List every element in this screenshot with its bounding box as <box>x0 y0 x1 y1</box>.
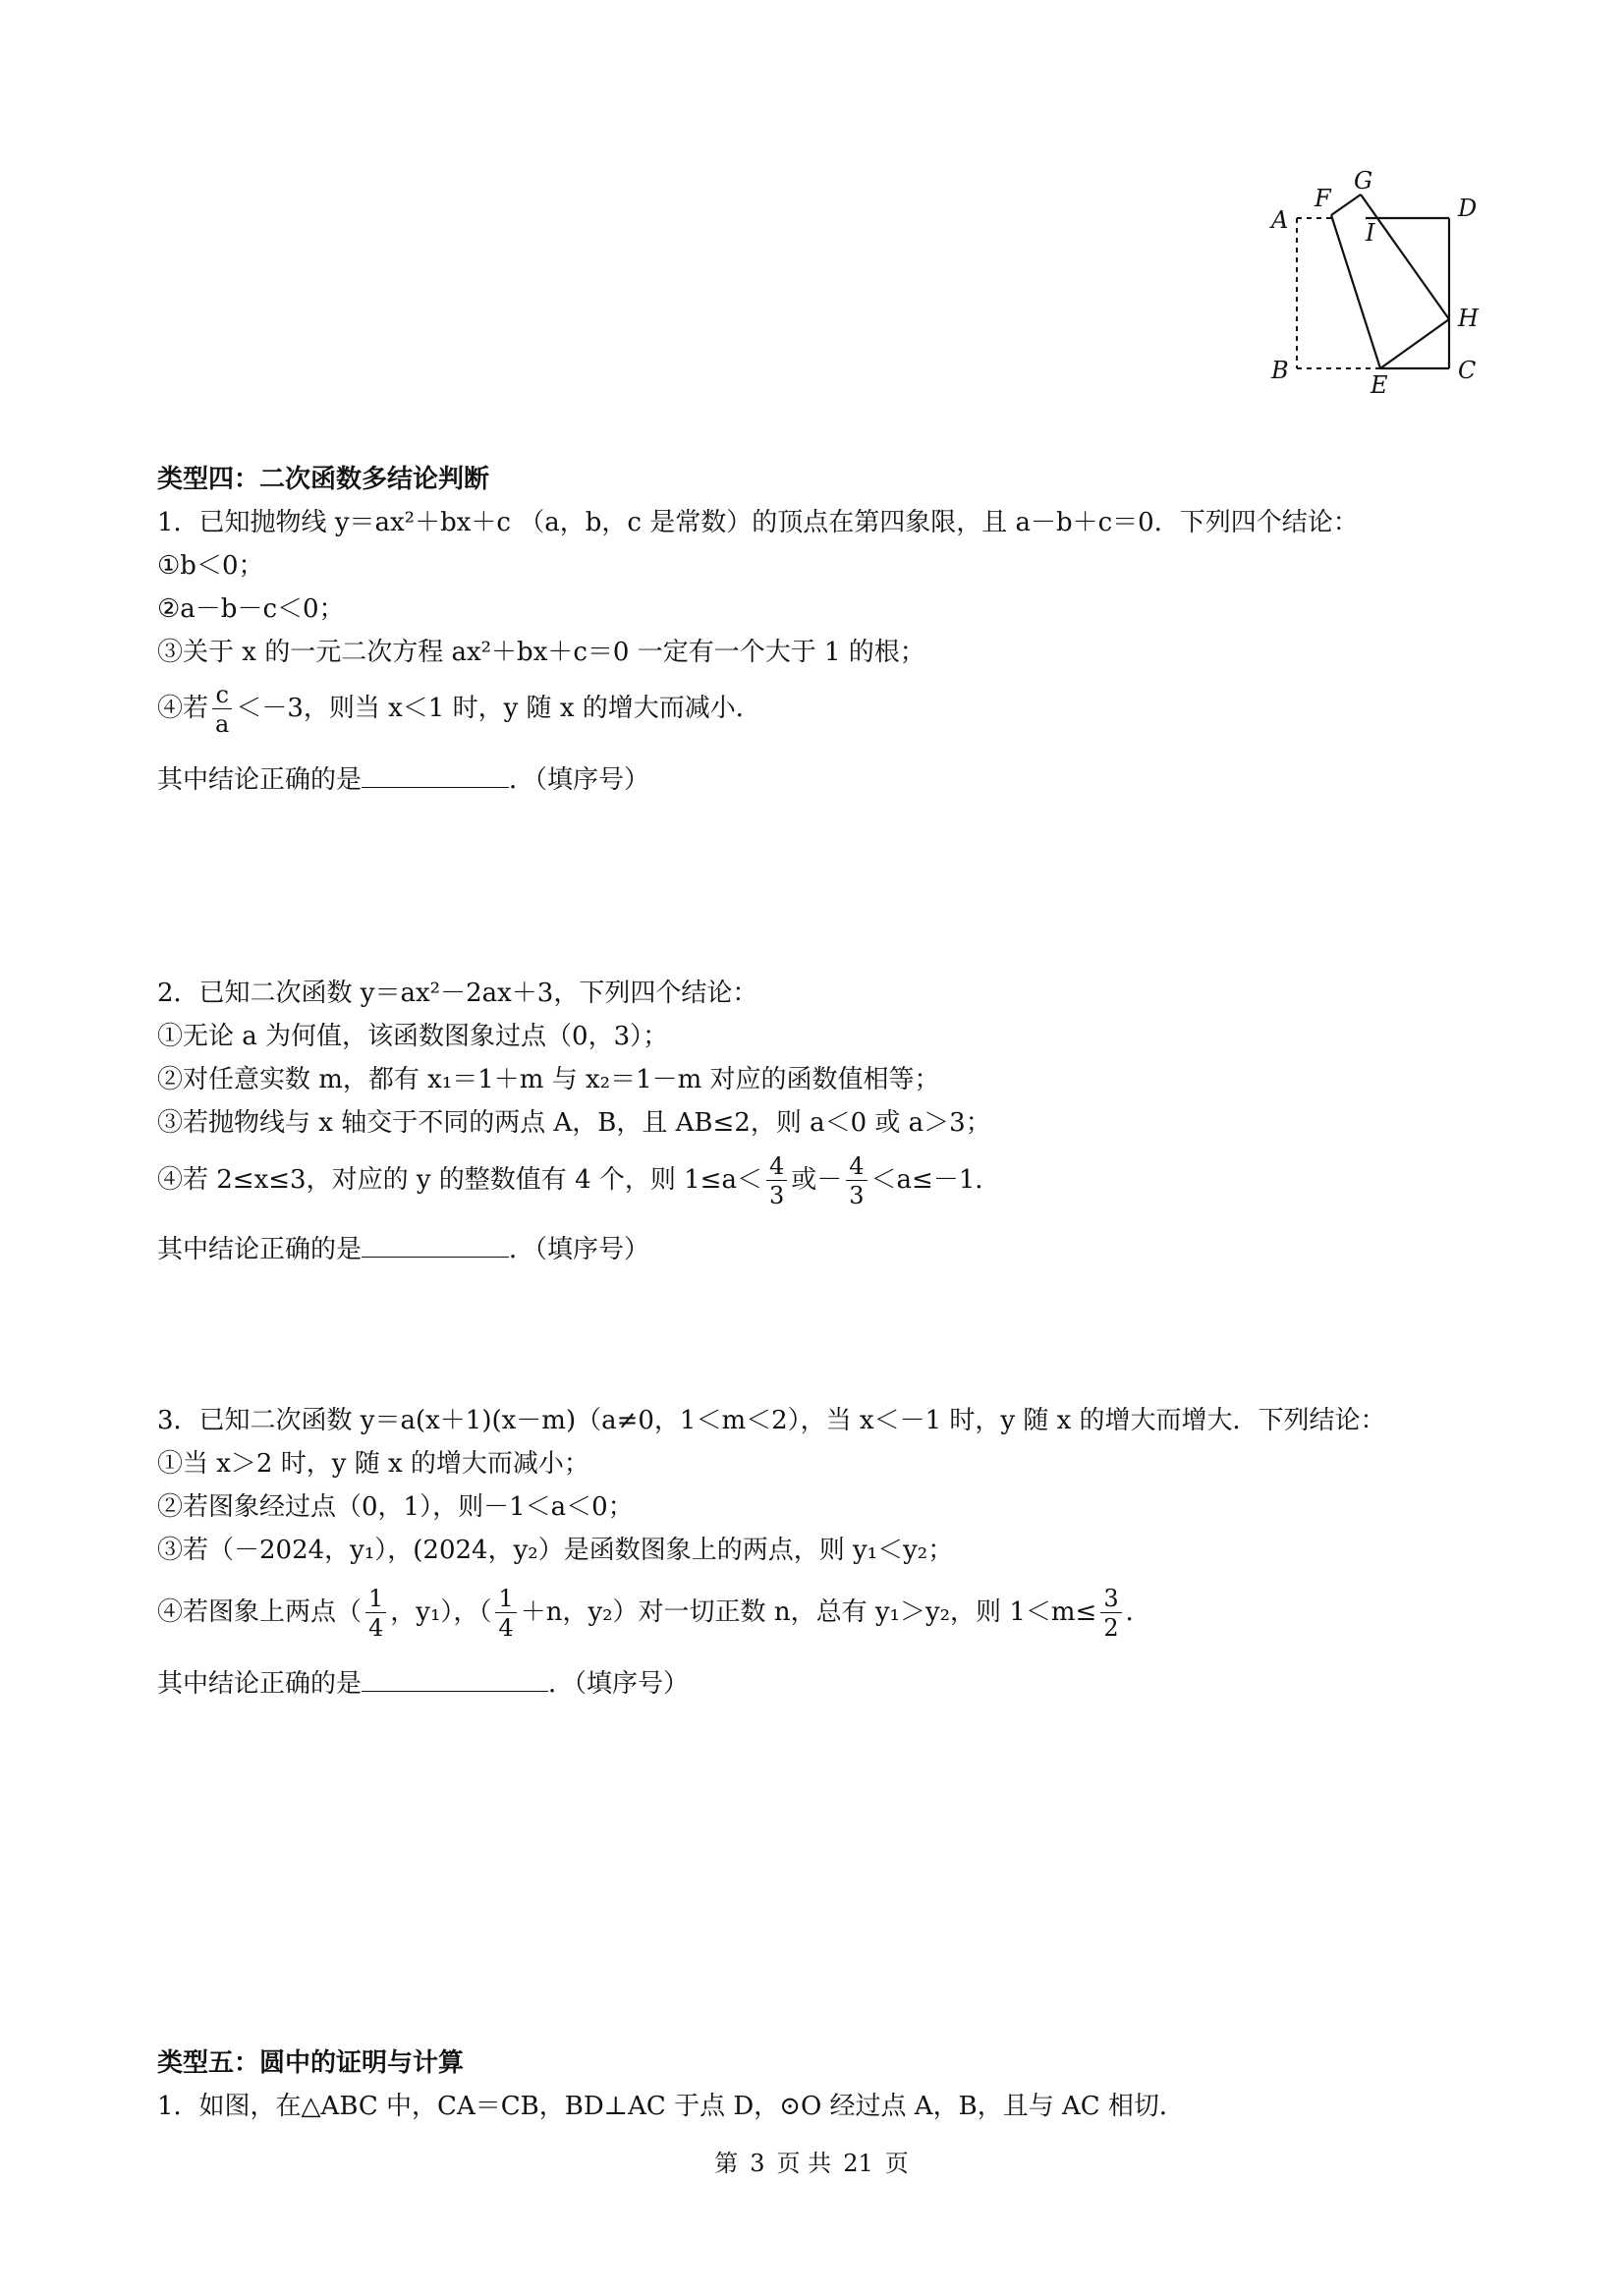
q3-answer-suffix: ．（填序号） <box>548 1669 690 1699</box>
section-4-heading: 类型四：二次函数多结论判断 <box>157 465 490 494</box>
page-footer <box>0 2144 1623 2178</box>
edge-eh <box>1380 319 1449 368</box>
q3-c4-fraction-3 <box>1100 1587 1121 1640</box>
q2-answer-suffix: ．（填序号） <box>509 1235 650 1264</box>
q1-c4-fraction <box>212 683 232 736</box>
q3-c4-denominator-1: 4 <box>368 1614 384 1642</box>
q3-c4-numerator-1: 1 <box>365 1587 386 1613</box>
q2-c4-fraction-2 <box>846 1154 867 1207</box>
label-d: D <box>1458 195 1478 222</box>
q1-c4-numerator: c <box>212 683 232 709</box>
q2-c4-fraction-1 <box>766 1154 787 1207</box>
q3-c4-fraction-2 <box>495 1587 516 1640</box>
q3-conclusion-4 <box>157 1587 1151 1640</box>
q2-conclusion-3: ③若抛物线与 x 轴交于不同的两点 A，B，且 AB≤2，则 a＜0 或 a＞3； <box>157 1108 991 1138</box>
q3-c4-mid-1: ，y₁），（ <box>390 1597 492 1627</box>
q3-c4-denominator-2: 4 <box>498 1614 514 1642</box>
q2-conclusion-2: ②对任意实数 m，都有 x₁＝1＋m 与 x₂＝1－m 对应的函数值相等； <box>157 1065 940 1094</box>
q2-c4-post: ＜a≤－1． <box>870 1165 1001 1195</box>
q2-c4-denominator-1: 3 <box>768 1182 785 1209</box>
q1-c4-pre: ④若 <box>157 694 209 723</box>
q2-conclusion-1: ①无论 a 为何值，该函数图象过点（0，3）； <box>157 1022 669 1051</box>
section-5-heading: 类型五：圆中的证明与计算 <box>157 2048 465 2078</box>
edge-gh <box>1361 195 1449 319</box>
footer-mid: 页 共 <box>776 2150 832 2177</box>
q2-conclusion-4 <box>157 1154 1000 1207</box>
q1-intro-rest: （a，b，c 是常数）的顶点在第四象限，且 a－b＋c＝0．下列四个结论： <box>519 508 1359 537</box>
q3-c4-numerator-3: 3 <box>1100 1587 1121 1613</box>
q1-intro <box>157 505 1359 540</box>
q1-conclusion-3: ③关于 x 的一元二次方程 ax²＋bx＋c＝0 一定有一个大于 1 的根； <box>157 638 925 667</box>
q3-c4-pre: ④若图象上两点（ <box>157 1597 363 1627</box>
q3-c4-denominator-3: 2 <box>1103 1614 1119 1642</box>
q1-c4-denominator: a <box>215 710 230 738</box>
q3-conclusion-1: ①当 x＞2 时，y 随 x 的增大而减小； <box>157 1449 589 1479</box>
footer-prefix: 第 <box>714 2150 739 2177</box>
footer-suffix: 页 <box>884 2150 909 2177</box>
q1-answer-blank[interactable] <box>362 761 509 788</box>
label-i: I <box>1366 219 1375 247</box>
q3-answer-prefix: 其中结论正确的是 <box>157 1669 363 1699</box>
q2-answer-prefix: 其中结论正确的是 <box>157 1235 363 1264</box>
label-g: G <box>1354 167 1373 195</box>
q1-answer-suffix: ．（填序号） <box>509 765 650 795</box>
edge-fg <box>1331 195 1361 215</box>
label-e: E <box>1371 371 1388 399</box>
q3-answer-blank[interactable] <box>362 1665 548 1692</box>
q3-answer-line <box>157 1665 689 1702</box>
q3-c4-mid-2: ＋n，y₂）对一切正数 n，总有 y₁＞y₂，则 1＜m≤ <box>520 1597 1097 1627</box>
q2-c4-pre: ④若 2≤x≤3，对应的 y 的整数值有 4 个，则 1≤a＜ <box>157 1165 762 1195</box>
solid-edges <box>1331 195 1449 368</box>
label-h: H <box>1458 305 1479 332</box>
q1-conclusion-4 <box>157 683 761 736</box>
q1-answer-line <box>157 761 649 798</box>
section-5-q1: 1．如图，在△ABC 中，CA＝CB，BD⊥AC 于点 D，⊙O 经过点 A，B，且与 AC 相切． <box>157 2092 1185 2121</box>
footer-page-number: 3 <box>750 2150 765 2177</box>
q1-intro-num: 1．已知抛物线 <box>157 508 327 537</box>
q3-intro: 3．已知二次函数 y＝a(x＋1)(x－m)（a≠0，1＜m＜2），当 x＜－1 时，y 随 x 的增大而增大．下列结论： <box>157 1406 1386 1435</box>
q1-conclusion-2: ②a－b－c＜0； <box>157 594 345 624</box>
q2-c4-numerator-2: 4 <box>846 1154 867 1181</box>
q2-c4-denominator-2: 3 <box>849 1182 865 1209</box>
footer-total-pages: 21 <box>843 2150 873 2177</box>
q1-c4-post: ＜－3，则当 x＜1 时，y 随 x 的增大而减小． <box>236 694 761 723</box>
q3-c4-numerator-2: 1 <box>495 1587 516 1613</box>
q1-intro-eq: y＝ax²＋bx＋c <box>334 508 511 537</box>
q2-answer-line <box>157 1231 649 1267</box>
geometry-figure <box>1267 167 1533 403</box>
q3-conclusion-3: ③若（－2024，y₁），(2024，y₂）是函数图象上的两点，则 y₁＜y₂； <box>157 1536 954 1565</box>
q3-conclusion-2: ②若图象经过点（0，1），则－1＜a＜0； <box>157 1492 634 1522</box>
q2-c4-numerator-1: 4 <box>766 1154 787 1181</box>
label-a: A <box>1271 206 1289 234</box>
q3-c4-fraction-1 <box>365 1587 386 1640</box>
label-c: C <box>1458 357 1477 384</box>
q1-answer-prefix: 其中结论正确的是 <box>157 765 363 795</box>
label-f: F <box>1315 185 1331 212</box>
q2-c4-mid: 或－ <box>791 1165 843 1195</box>
q3-c4-post: ． <box>1125 1597 1151 1627</box>
q2-intro: 2．已知二次函数 y＝ax²－2ax＋3，下列四个结论： <box>157 979 758 1008</box>
q2-answer-blank[interactable] <box>362 1231 509 1258</box>
q1-conclusion-1: ①b＜0； <box>157 551 264 581</box>
label-b: B <box>1271 357 1289 384</box>
